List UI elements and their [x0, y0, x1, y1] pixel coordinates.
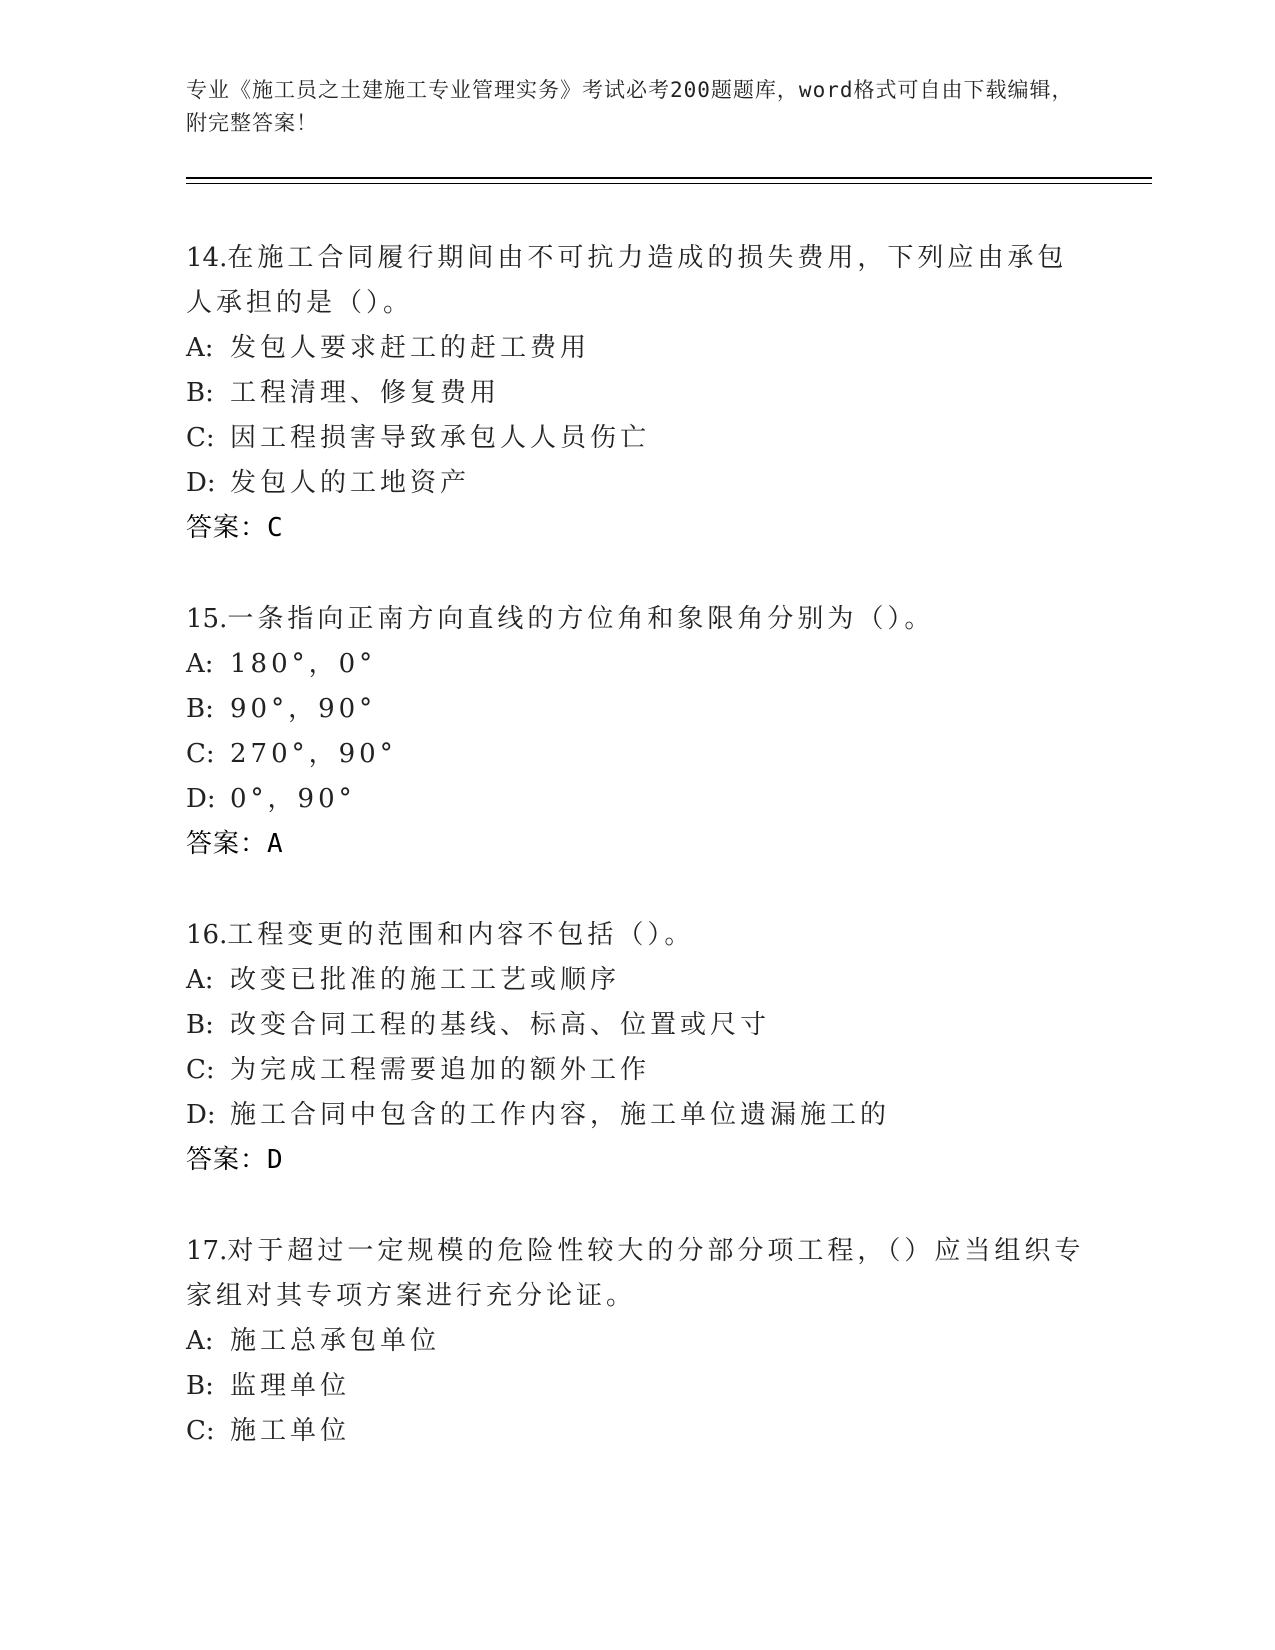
option-c	[186, 1048, 1086, 1093]
question-number: 16.	[186, 920, 228, 950]
option-key: B:	[186, 1371, 214, 1401]
question-16	[186, 913, 1086, 1183]
option-c	[186, 1409, 1086, 1454]
answer-line: 答案：C	[186, 513, 284, 543]
option-key: A:	[186, 1326, 214, 1356]
option-key: B:	[186, 694, 214, 724]
option-key: B:	[186, 378, 214, 408]
question-number: 15.	[186, 604, 228, 634]
question-list	[186, 236, 1086, 1500]
option-text: 90°，90°	[230, 694, 377, 724]
option-d	[186, 1093, 1086, 1138]
option-text: 施工总承包单位	[230, 1326, 441, 1356]
option-text: 180°，0°	[230, 649, 377, 679]
option-key: D:	[186, 468, 216, 498]
option-b	[186, 687, 1086, 732]
option-b	[186, 1364, 1086, 1409]
question-body: 在施工合同履行期间由不可抗力造成的损失费用，下列应由承包人承担的是（）。	[186, 243, 1068, 318]
question-body: 一条指向正南方向直线的方位角和象限角分别为（）。	[227, 604, 935, 634]
option-a	[186, 958, 1086, 1003]
option-text: 0°，90°	[230, 784, 356, 814]
option-key: D:	[186, 784, 216, 814]
option-text: 因工程损害导致承包人人员伤亡	[230, 423, 651, 453]
option-list	[186, 958, 1086, 1138]
option-text: 发包人要求赶工的赶工费用	[230, 333, 591, 363]
option-a	[186, 642, 1086, 687]
option-key: A:	[186, 965, 214, 995]
question-text	[186, 597, 1086, 642]
question-text	[186, 1229, 1086, 1319]
question-17	[186, 1229, 1086, 1454]
option-c	[186, 732, 1086, 777]
option-b	[186, 1003, 1086, 1048]
option-a	[186, 326, 1086, 371]
option-key: A:	[186, 333, 214, 363]
answer-line: 答案：A	[186, 829, 284, 859]
option-list	[186, 642, 1086, 822]
document-header: 专业《施工员之土建施工专业管理实务》考试必考200题题库，word格式可自由下载编辑，附完整答案！	[186, 78, 1074, 135]
option-key: C:	[186, 423, 215, 453]
option-text: 工程清理、修复费用	[230, 378, 501, 408]
option-text: 270°，90°	[230, 739, 397, 769]
option-text: 改变已批准的施工工艺或顺序	[230, 965, 621, 995]
header-rule-bottom	[186, 183, 1152, 184]
option-text: 为完成工程需要追加的额外工作	[230, 1055, 651, 1085]
option-key: C:	[186, 1055, 215, 1085]
option-text: 发包人的工地资产	[230, 468, 471, 498]
question-number: 17.	[186, 1236, 228, 1266]
option-a	[186, 1319, 1086, 1364]
option-key: A:	[186, 649, 214, 679]
question-number: 14.	[186, 243, 228, 273]
option-d	[186, 777, 1086, 822]
option-list	[186, 1319, 1086, 1454]
option-d	[186, 461, 1086, 506]
option-text: 施工合同中包含的工作内容，施工单位遗漏施工的	[230, 1100, 891, 1130]
option-key: C:	[186, 1416, 215, 1446]
option-list	[186, 326, 1086, 506]
question-body: 对于超过一定规模的危险性较大的分部分项工程，（）应当组织专家组对其专项方案进行充分论证。	[186, 1236, 1085, 1311]
question-text	[186, 236, 1086, 326]
option-key: B:	[186, 1010, 214, 1040]
option-b	[186, 371, 1086, 416]
option-c	[186, 416, 1086, 461]
option-key: D:	[186, 1100, 216, 1130]
question-text	[186, 913, 1086, 958]
option-key: C:	[186, 739, 215, 769]
question-14	[186, 236, 1086, 551]
option-text: 改变合同工程的基线、标高、位置或尺寸	[230, 1010, 771, 1040]
question-body: 工程变更的范围和内容不包括（）。	[227, 920, 695, 950]
option-text: 施工单位	[230, 1416, 351, 1446]
header-rule-top	[186, 177, 1152, 179]
option-text: 监理单位	[230, 1371, 351, 1401]
question-15	[186, 597, 1086, 867]
answer-line: 答案：D	[186, 1145, 284, 1175]
